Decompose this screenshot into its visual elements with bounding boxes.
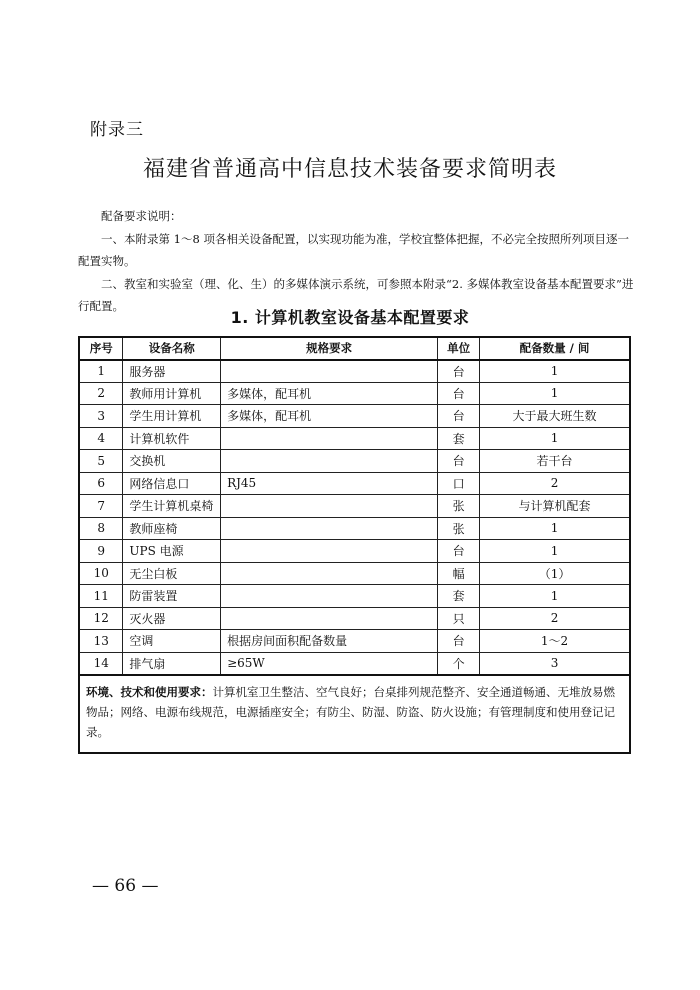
row-spec — [221, 495, 438, 518]
table-row — [79, 517, 630, 540]
row-qty: 1 — [480, 585, 630, 608]
row-unit: 台 — [438, 630, 480, 653]
row-qty: （1） — [480, 562, 630, 585]
page-number: — 66 — — [92, 876, 159, 896]
row-no: 3 — [79, 405, 123, 428]
row-spec — [221, 607, 438, 630]
row-name: UPS 电源 — [123, 540, 221, 563]
row-unit: 台 — [438, 450, 480, 473]
row-unit: 套 — [438, 427, 480, 450]
row-name: 无尘白板 — [123, 562, 221, 585]
row-spec — [221, 517, 438, 540]
row-spec: 多媒体，配耳机 — [221, 382, 438, 405]
table-row — [79, 382, 630, 405]
row-unit: 套 — [438, 585, 480, 608]
row-spec: RJ45 — [221, 472, 438, 495]
row-qty: 大于最大班生数 — [480, 405, 630, 428]
row-name: 网络信息口 — [123, 472, 221, 495]
row-spec — [221, 427, 438, 450]
table-row — [79, 495, 630, 518]
row-qty: 1～2 — [480, 630, 630, 653]
row-spec: 根据房间面积配备数量 — [221, 630, 438, 653]
row-qty: 1 — [480, 517, 630, 540]
header-spec: 规格要求 — [221, 337, 438, 360]
row-no: 13 — [79, 630, 123, 653]
row-spec — [221, 585, 438, 608]
row-name: 防雷装置 — [123, 585, 221, 608]
table-row — [79, 472, 630, 495]
table-row — [79, 360, 630, 383]
table-row — [79, 562, 630, 585]
row-spec — [221, 540, 438, 563]
row-unit: 幅 — [438, 562, 480, 585]
row-name: 计算机软件 — [123, 427, 221, 450]
row-no: 6 — [79, 472, 123, 495]
row-name: 交换机 — [123, 450, 221, 473]
row-name: 排气扇 — [123, 652, 221, 675]
row-qty: 1 — [480, 360, 630, 383]
requirements-cell — [79, 675, 630, 753]
row-spec: 多媒体，配耳机 — [221, 405, 438, 428]
row-no: 4 — [79, 427, 123, 450]
row-name: 服务器 — [123, 360, 221, 383]
header-name: 设备名称 — [123, 337, 221, 360]
row-no: 5 — [79, 450, 123, 473]
appendix-label: 附录三 — [90, 120, 144, 140]
row-unit: 张 — [438, 517, 480, 540]
notes-item-2: 二、教室和实验室（理、化、生）的多媒体演示系统，可参照本附录“2. 多媒体教室设备基本配置要求”进行配置。 — [78, 276, 634, 313]
header-qty: 配备数量 / 间 — [480, 337, 630, 360]
requirements-text: 计算机室卫生整洁、空气良好；台桌排列规范整齐、安全通道畅通、无堆放易燃物品；网络、电源布线规范，电源插座安全；有防尘、防湿、防盗、防火设施；有管理制度和使用登记记录。 — [86, 684, 615, 739]
row-name: 学生用计算机 — [123, 405, 221, 428]
row-qty: 1 — [480, 382, 630, 405]
row-no: 12 — [79, 607, 123, 630]
row-name: 学生计算机桌椅 — [123, 495, 221, 518]
header-no: 序号 — [79, 337, 123, 360]
row-spec — [221, 450, 438, 473]
row-spec: ≥65W — [221, 652, 438, 675]
table-row — [79, 427, 630, 450]
row-qty: 若干台 — [480, 450, 630, 473]
requirements-notes — [78, 205, 634, 318]
row-unit: 张 — [438, 495, 480, 518]
row-no: 2 — [79, 382, 123, 405]
row-qty: 1 — [480, 540, 630, 563]
equipment-table — [78, 336, 631, 754]
row-no: 10 — [79, 562, 123, 585]
section-title: 1. 计算机教室设备基本配置要求 — [230, 308, 470, 327]
row-no: 11 — [79, 585, 123, 608]
row-qty: 3 — [480, 652, 630, 675]
table-header-row — [79, 337, 630, 360]
row-unit: 只 — [438, 607, 480, 630]
row-qty: 与计算机配套 — [480, 495, 630, 518]
row-unit: 台 — [438, 405, 480, 428]
table-row — [79, 540, 630, 563]
table-row — [79, 450, 630, 473]
row-no: 1 — [79, 360, 123, 383]
row-no: 7 — [79, 495, 123, 518]
row-name: 教师用计算机 — [123, 382, 221, 405]
row-qty: 2 — [480, 472, 630, 495]
row-qty: 2 — [480, 607, 630, 630]
row-unit: 台 — [438, 540, 480, 563]
notes-heading: 配备要求说明： — [101, 209, 182, 223]
requirements-label: 环境、技术和使用要求： — [86, 684, 213, 699]
row-unit: 台 — [438, 382, 480, 405]
header-unit: 单位 — [438, 337, 480, 360]
row-unit: 台 — [438, 360, 480, 383]
table-row — [79, 630, 630, 653]
row-spec — [221, 360, 438, 383]
row-spec — [221, 562, 438, 585]
row-unit: 口 — [438, 472, 480, 495]
row-no: 14 — [79, 652, 123, 675]
row-name: 教师座椅 — [123, 517, 221, 540]
row-name: 灭火器 — [123, 607, 221, 630]
document-title: 福建省普通高中信息技术装备要求简明表 — [142, 157, 557, 182]
row-unit: 个 — [438, 652, 480, 675]
table-row — [79, 607, 630, 630]
row-qty: 1 — [480, 427, 630, 450]
table-row — [79, 405, 630, 428]
row-name: 空调 — [123, 630, 221, 653]
requirements-row — [79, 675, 630, 753]
notes-item-1: 一、本附录第 1～8 项各相关设备配置，以实现功能为准，学校宜整体把握，不必完全按照所列项目逐一配置实物。 — [78, 231, 629, 268]
row-no: 8 — [79, 517, 123, 540]
table-row — [79, 585, 630, 608]
table-row — [79, 652, 630, 675]
row-no: 9 — [79, 540, 123, 563]
